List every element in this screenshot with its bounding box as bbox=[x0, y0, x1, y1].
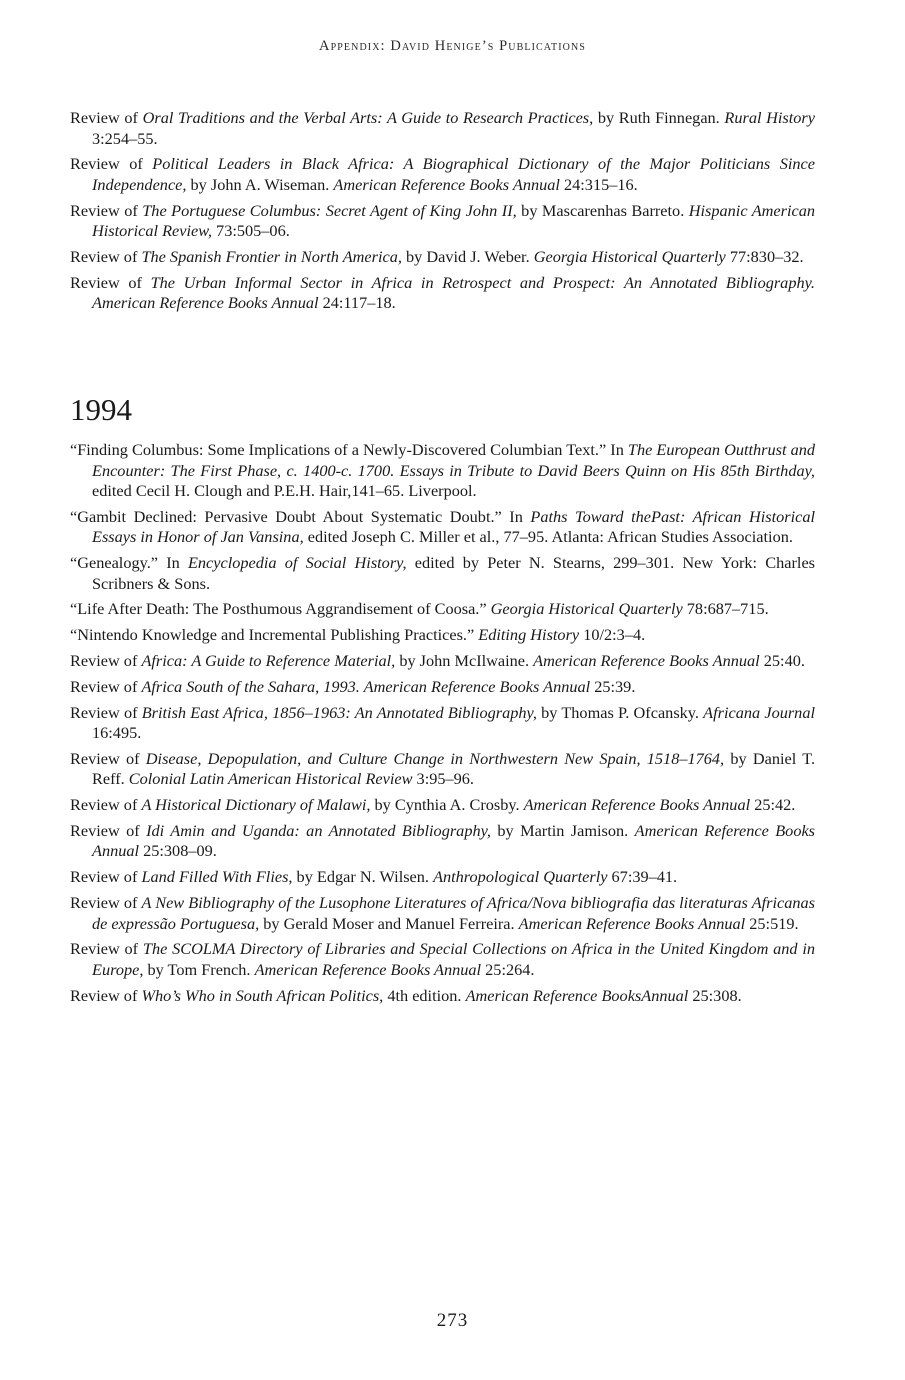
italic-title: The SCOLMA Directory of Libraries and Special Collections on Africa in the United Kingdom and in Europe, bbox=[92, 939, 816, 979]
entry-text: 4th edition. bbox=[383, 985, 466, 1005]
bibliography-entry bbox=[70, 986, 815, 1007]
bibliography-entry bbox=[70, 651, 815, 672]
italic-title: Anthropological Quarterly bbox=[433, 867, 608, 887]
italic-title: American Reference Books Annual bbox=[523, 795, 751, 815]
entry-text: by Gerald Moser and Manuel Ferreira. bbox=[259, 913, 519, 933]
entries-1994 bbox=[70, 440, 815, 1011]
italic-title: Rural History bbox=[724, 108, 815, 127]
italic-title: Africana Journal bbox=[703, 702, 815, 722]
italic-title: Africa South of the Sahara, 1993. American Reference Books Annual bbox=[141, 676, 591, 696]
bibliography-entry bbox=[70, 201, 815, 242]
entry-text: by John McIlwaine. bbox=[395, 650, 534, 670]
bibliography-entry bbox=[70, 273, 815, 314]
entry-text: 24:315–16. bbox=[559, 174, 638, 194]
entry-text: 3:254–55. bbox=[92, 128, 158, 148]
entry-text: 67:39–41. bbox=[607, 867, 678, 887]
italic-title: The Portuguese Columbus: Secret Agent of King John II, bbox=[142, 200, 517, 220]
entry-text: “Finding Columbus: Some Implications of a Newly-Discovered Columbian Text.” In bbox=[70, 440, 628, 459]
entry-text: Review of bbox=[70, 246, 142, 266]
italic-title: A New Bibliography of the Lusophone Literatures of Africa/Nova bibliografia das literaturas Africanas de expressão Portuguesa, bbox=[92, 893, 816, 933]
entry-text: Review of bbox=[70, 272, 151, 292]
entry-text: 25:40. bbox=[759, 650, 805, 670]
entry-text: “Genealogy.” In bbox=[70, 553, 188, 573]
bibliography-entry bbox=[70, 108, 815, 149]
running-head: Appendix: David Henige’s Publications bbox=[319, 38, 586, 54]
italic-title: The Urban Informal Sector in Africa in Retrospect and Prospect: An Annotated Bibliography. American Reference Books Annual bbox=[92, 272, 816, 313]
italic-title: Hispanic American Historical Review, bbox=[92, 200, 816, 241]
entry-text: Review of bbox=[70, 867, 142, 887]
bibliography-entry bbox=[70, 599, 815, 620]
entry-text: by Ruth Finnegan. bbox=[593, 108, 725, 127]
italic-title: A Historical Dictionary of Malawi, bbox=[141, 795, 371, 815]
entry-text: Review of bbox=[70, 200, 143, 220]
bibliography-entry bbox=[70, 821, 815, 862]
entry-text: 16:495. bbox=[92, 723, 142, 743]
bibliography-entry bbox=[70, 553, 815, 594]
entry-text: by Martin Jamison. bbox=[491, 820, 635, 840]
italic-title: Land Filled With Flies, bbox=[141, 867, 293, 887]
bibliography-entry bbox=[70, 625, 815, 646]
entry-text: Review of bbox=[70, 820, 147, 840]
entry-text: Review of bbox=[70, 702, 142, 722]
entry-text: Review of bbox=[70, 676, 142, 696]
italic-title: Georgia Historical Quarterly bbox=[490, 599, 683, 619]
bibliography-entry bbox=[70, 507, 815, 548]
entry-text: 73:505–06. bbox=[211, 221, 290, 241]
italic-title: American Reference BooksAnnual bbox=[465, 985, 689, 1005]
italic-title: Editing History bbox=[478, 625, 580, 645]
bibliography-entry bbox=[70, 154, 815, 195]
entries-previous-year bbox=[70, 108, 815, 319]
entry-text: by John A. Wiseman. bbox=[186, 174, 334, 194]
italic-title: The European Outthrust and Encounter: The First Phase, c. 1400-c. 1700. Essays in Tribute to David Beers Quinn on His 85th Birthday, bbox=[92, 440, 816, 480]
italic-title: Disease, Depopulation, and Culture Change in Northwestern New Spain, 1518–1764, bbox=[145, 748, 725, 768]
entry-text: 77:830–32. bbox=[725, 246, 804, 266]
bibliography-entry bbox=[70, 703, 815, 744]
bibliography-entry bbox=[70, 440, 815, 502]
italic-title: American Reference Books Annual bbox=[533, 650, 760, 670]
entry-text: Review of bbox=[70, 985, 142, 1005]
entry-text: Review of bbox=[70, 939, 143, 959]
italic-title: American Reference Books Annual bbox=[333, 174, 560, 194]
entry-text: 25:308–09. bbox=[139, 841, 217, 861]
entry-text: Review of bbox=[70, 650, 142, 670]
bibliography-entry bbox=[70, 247, 815, 268]
italic-title: British East Africa, 1856–1963: An Annotated Bibliography, bbox=[141, 702, 537, 722]
italic-title: Encyclopedia of Social History, bbox=[187, 553, 407, 573]
entry-text: “Gambit Declined: Pervasive Doubt About Systematic Doubt.” In bbox=[70, 506, 531, 526]
entry-text: 3:95–96. bbox=[412, 769, 474, 789]
italic-title: Who’s Who in South African Politics, bbox=[141, 985, 384, 1005]
entry-text: 25:519. bbox=[745, 913, 799, 933]
entry-text: by Thomas P. Ofcansky. bbox=[536, 702, 704, 722]
italic-title: Africa: A Guide to Reference Material, bbox=[141, 650, 396, 670]
entry-text: Review of bbox=[70, 108, 143, 127]
entry-text: “Nintendo Knowledge and Incremental Publishing Practices.” bbox=[70, 625, 479, 645]
entry-text: by Cynthia A. Crosby. bbox=[370, 795, 524, 815]
bibliography-entry bbox=[70, 749, 815, 790]
entry-text: edited Cecil H. Clough and P.E.H. Hair,141–65. Liverpool. bbox=[92, 481, 477, 500]
italic-title: Paths Toward thePast: African Historical Essays in Honor of Jan Vansina, bbox=[92, 506, 815, 547]
bibliography-entry bbox=[70, 867, 815, 888]
entry-text: by Daniel T. Reff. bbox=[92, 748, 816, 789]
entry-text: 78:687–715. bbox=[682, 599, 769, 619]
italic-title: American Reference Books Annual bbox=[518, 913, 746, 933]
year-heading-1994: 1994 bbox=[70, 392, 132, 427]
entry-text: 25:264. bbox=[481, 959, 535, 979]
entry-text: by Tom French. bbox=[143, 959, 255, 979]
italic-title: American Reference Books Annual bbox=[92, 820, 816, 861]
entry-text: Review of bbox=[70, 154, 153, 174]
bibliography-entry bbox=[70, 677, 815, 698]
entry-text: by Edgar N. Wilsen. bbox=[292, 867, 434, 887]
entry-text: 10/2:3–4. bbox=[579, 625, 646, 645]
bibliography-entry bbox=[70, 939, 815, 980]
italic-title: Oral Traditions and the Verbal Arts: A Guide to Research Practices, bbox=[142, 108, 594, 127]
entry-text: 25:308. bbox=[688, 985, 742, 1005]
entry-text: Review of bbox=[70, 795, 142, 815]
italic-title: Colonial Latin American Historical Review bbox=[128, 769, 413, 789]
italic-title: Idi Amin and Uganda: an Annotated Bibliography, bbox=[146, 820, 491, 840]
italic-title: American Reference Books Annual bbox=[254, 959, 482, 979]
page-number: 273 bbox=[436, 1310, 469, 1331]
entry-text: edited Joseph C. Miller et al., 77–95. Atlanta: African Studies Association. bbox=[303, 527, 793, 547]
bibliography-entry bbox=[70, 893, 815, 934]
entry-text: Review of bbox=[70, 748, 146, 768]
entry-text: 24:117–18. bbox=[318, 293, 396, 313]
entry-text: edited by Peter N. Stearns, 299–301. New York: Charles Scribners & Sons. bbox=[92, 553, 816, 593]
italic-title: Georgia Historical Quarterly bbox=[533, 246, 726, 266]
entry-text: by David J. Weber. bbox=[401, 246, 534, 266]
entry-text: 25:42. bbox=[750, 795, 796, 815]
bibliography-entry bbox=[70, 795, 815, 816]
entry-text: 25:39. bbox=[590, 676, 636, 696]
entry-text: by Mascarenhas Barreto. bbox=[516, 200, 689, 220]
entry-text: Review of bbox=[70, 893, 142, 913]
entry-text: “Life After Death: The Posthumous Aggrandisement of Coosa.” bbox=[70, 599, 491, 619]
italic-title: Political Leaders in Black Africa: A Biographical Dictionary of the Major Politicians Since Independence, bbox=[92, 154, 815, 194]
italic-title: The Spanish Frontier in North America, bbox=[141, 246, 402, 266]
